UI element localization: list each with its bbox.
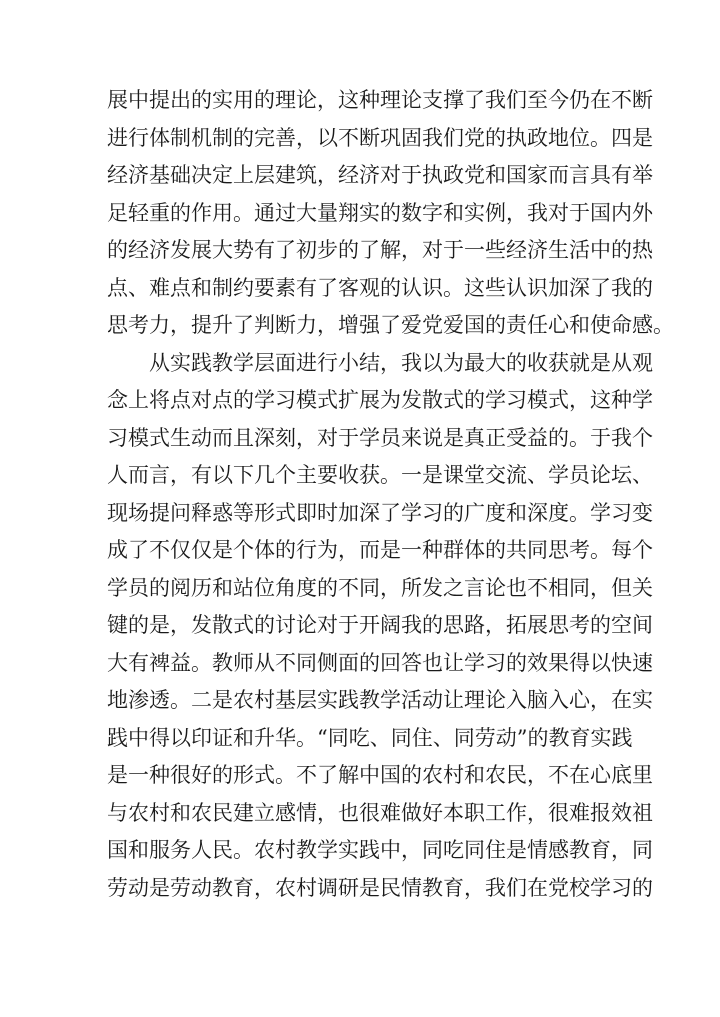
text-line-indented: 从实践教学层面进行小结，我以为最大的收获就是从观: [149, 350, 653, 375]
text-line: 大有裨益。教师从不同侧面的回答也让学习的效果得以快速: [107, 650, 653, 675]
text-line: 进行体制机制的完善，以不断巩固我们党的执政地位。四是: [107, 125, 653, 150]
text-line: 点、难点和制约要素有了客观的认识。这些认识加深了我的: [107, 275, 653, 300]
body-text: [107, 82, 674, 907]
text-line: 习模式生动而且深刻，对于学员来说是真正受益的。于我个: [107, 425, 653, 450]
text-line: 键的是，发散式的讨论对于开阔我的思路，拓展思考的空间: [107, 613, 653, 637]
text-line: 人而言，有以下几个主要收获。一是课堂交流、学员论坛、: [107, 463, 653, 487]
text-line: 学员的阅历和站位角度的不同，所发之言论也不相同，但关: [107, 575, 653, 600]
text-line: 足轻重的作用。通过大量翔实的数字和实例，我对于国内外: [107, 200, 653, 225]
text-line: 劳动是劳动教育，农村调研是民情教育，我们在党校学习的: [107, 875, 653, 900]
text-line: 践中得以印证和升华。“同吃、同住、同劳动”的教育实践: [107, 725, 633, 750]
text-line: 成了不仅仅是个体的行为，而是一种群体的共同思考。每个: [107, 538, 653, 562]
text-line: 现场提问释惑等形式即时加深了学习的广度和深度。学习变: [107, 500, 653, 525]
text-line: 展中提出的实用的理论，这种理论支撑了我们至今仍在不断: [107, 88, 653, 112]
text-line: 的经济发展大势有了初步的了解，对于一些经济生活中的热: [107, 238, 653, 262]
text-line: 经济基础决定上层建筑，经济对于执政党和国家而言具有举: [107, 163, 653, 187]
text-line: 与农村和农民建立感情，也很难做好本职工作，很难报效祖: [107, 800, 653, 825]
text-line: 是一种很好的形式。不了解中国的农村和农民，不在心底里: [107, 763, 653, 787]
text-line: 念上将点对点的学习模式扩展为发散式的学习模式，这种学: [107, 388, 653, 412]
paragraph-2: [107, 345, 653, 908]
text-line: 国和服务人民。农村教学实践中，同吃同住是情感教育，同: [107, 838, 653, 862]
paragraph-1: [107, 82, 674, 345]
text-line: 地渗透。二是农村基层实践教学活动让理论入脑入心，在实: [107, 688, 653, 712]
text-line: 思考力，提升了判断力，增强了爱党爱国的责任心和使命感。: [107, 313, 674, 337]
